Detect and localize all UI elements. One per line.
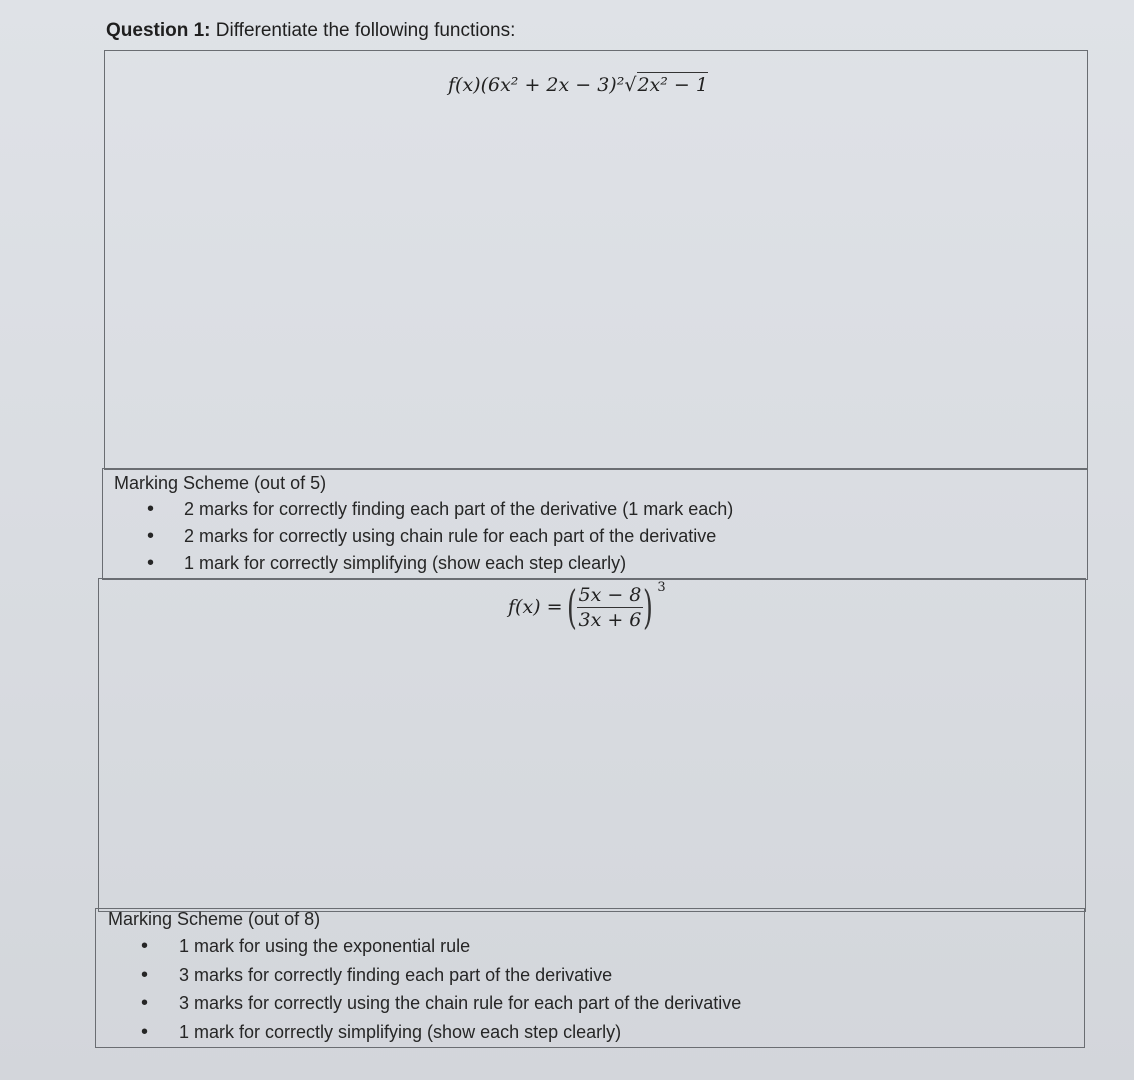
bullet-icon: • — [141, 1020, 149, 1043]
list-item — [114, 523, 733, 550]
list-item-text: 2 marks for correctly using chain rule for each part of the derivative — [184, 526, 717, 546]
bullet-icon: • — [147, 525, 155, 547]
bullet-icon: • — [141, 992, 149, 1014]
list-item — [114, 496, 733, 523]
function-1-main: f(x)(6x² + 2x − 3)² — [448, 74, 625, 96]
list-item-text: 3 marks for correctly finding each part of the derivative — [179, 964, 613, 985]
function-2-lhs: f(x) = — [508, 596, 563, 618]
function-1-radicand: 2x² − 1 — [637, 74, 708, 96]
function-2 — [508, 580, 666, 634]
list-item-text: 1 mark for correctly simplifying (show each step clearly) — [184, 553, 627, 573]
list-item — [114, 550, 733, 577]
fraction-numerator: 5x − 8 — [578, 583, 642, 606]
marking-scheme-1-list — [114, 496, 733, 577]
left-paren: ( — [566, 580, 577, 634]
bullet-icon: • — [141, 935, 149, 957]
question-text: Differentiate the following functions: — [210, 20, 516, 41]
marking-scheme-2 — [108, 906, 741, 1046]
list-item — [108, 1018, 741, 1047]
answer-box-1 — [104, 50, 1088, 470]
list-item-text: 2 marks for correctly finding each part of the derivative (1 mark each) — [184, 499, 734, 519]
bullet-icon: • — [147, 498, 155, 520]
question-label: Question 1: — [106, 20, 211, 41]
marking-scheme-2-title: Marking Scheme (out of 8) — [108, 909, 321, 929]
question-heading — [106, 20, 515, 42]
marking-scheme-2-list — [108, 932, 741, 1046]
marking-scheme-1-title: Marking Scheme (out of 5) — [114, 473, 327, 493]
list-item-text: 1 mark for correctly simplifying (show each step clearly) — [179, 1021, 622, 1042]
function-2-exponent: 3 — [657, 580, 666, 595]
function-1 — [448, 72, 708, 96]
list-item-text: 3 marks for correctly using the chain rule for each part of the derivative — [179, 993, 742, 1013]
list-item — [108, 932, 741, 961]
list-item — [108, 961, 741, 990]
fraction — [577, 585, 644, 630]
list-item-text: 1 mark for using the exponential rule — [179, 936, 471, 956]
right-paren: ) — [643, 580, 654, 634]
list-item — [108, 989, 741, 1018]
marking-scheme-1 — [114, 470, 733, 577]
fraction-denominator: 3x + 6 — [578, 608, 642, 631]
bullet-icon: • — [147, 552, 155, 574]
sqrt-sign: √ — [624, 74, 637, 96]
bullet-icon: • — [141, 963, 149, 986]
